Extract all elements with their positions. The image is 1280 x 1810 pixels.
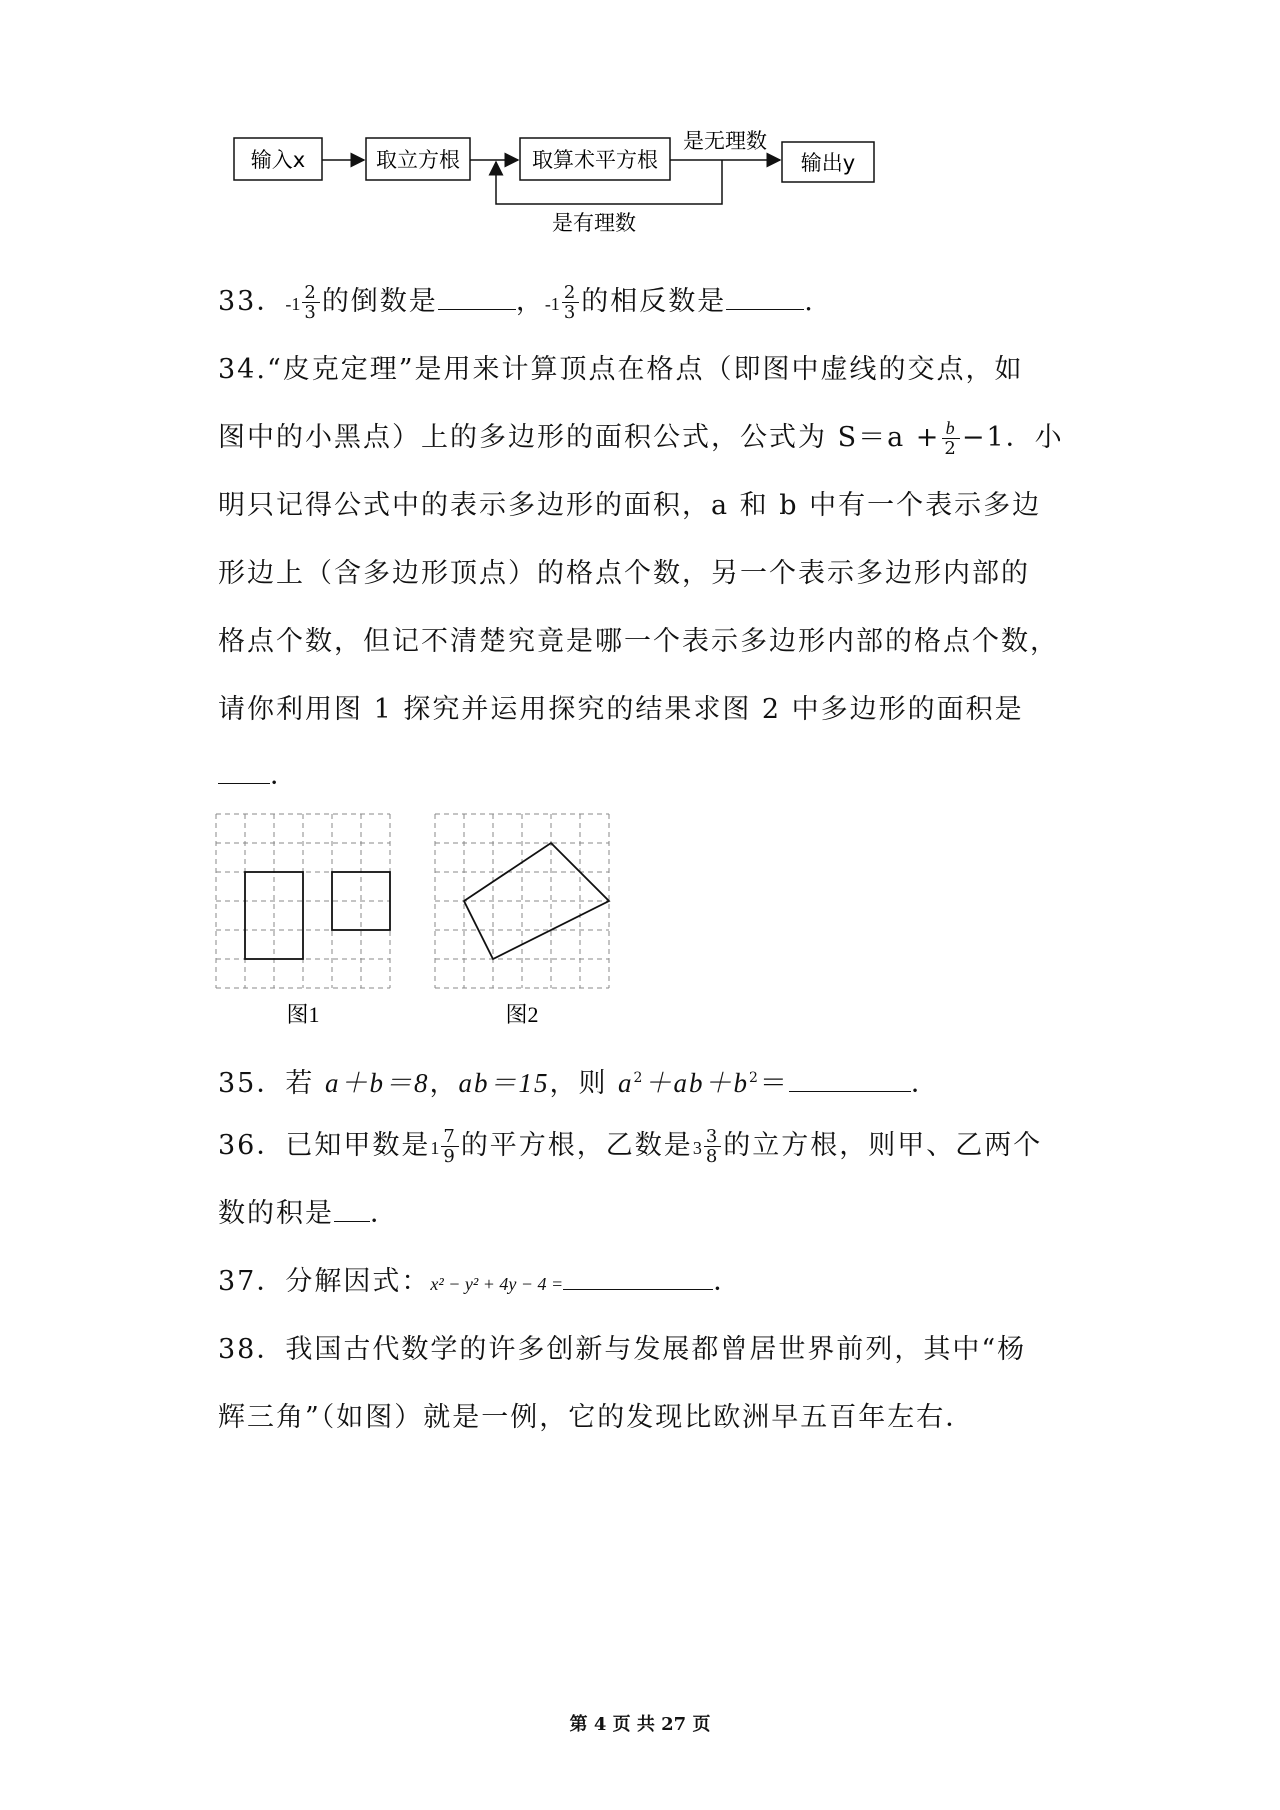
q33-text-reciprocal: 的倒数是 <box>321 286 438 317</box>
q33-end: . <box>804 286 815 317</box>
q33-blank-2[interactable] <box>726 283 804 310</box>
q36-line-2-text: 数的积是 <box>218 1198 334 1229</box>
question-36-line-2 <box>218 1194 399 1234</box>
q36-mixed1-fraction <box>441 1127 458 1166</box>
question-37 <box>218 1262 742 1304</box>
q33-fraction <box>302 283 319 322</box>
q36-mixed1-num: 7 <box>443 1126 457 1147</box>
q33-text-opposite: 的相反数是 <box>581 286 727 317</box>
q36-mixed2-den: 8 <box>705 1146 720 1167</box>
q36-mixed2-fraction <box>704 1127 721 1166</box>
cube-root-label: 取立方根 <box>376 148 460 172</box>
q34-line-6: 请你利用图 1 探究并运用探究的结果求图 2 中多边形的面积是 <box>218 694 1024 725</box>
rational-label: 是有理数 <box>552 211 636 235</box>
q34-answer-line <box>218 756 299 796</box>
q35-target-mid: ＋ab＋b <box>644 1068 749 1098</box>
figure-2-label: 图2 <box>505 1002 539 1027</box>
q35-expr-sum: a＋b＝8 <box>324 1068 430 1098</box>
q33-separator: ， <box>515 286 545 317</box>
q35-target-eq: ＝ <box>759 1068 789 1099</box>
q36-text-a: 36．已知甲数是 <box>218 1130 431 1161</box>
q35-text: ，则 <box>549 1068 608 1099</box>
q33-fraction-2 <box>562 283 579 322</box>
q37-blank[interactable] <box>563 1263 713 1290</box>
q35-sep: ， <box>429 1068 459 1099</box>
q33-frac-num: 2 <box>304 282 318 303</box>
output-box-label: 输出y <box>800 151 856 175</box>
q33-mixed-whole: -1 <box>285 294 301 314</box>
q33-number: 33 <box>218 286 257 317</box>
q34-line-4: 形边上（含多边形顶点）的格点个数，另一个表示多边形内部的 <box>218 558 1030 589</box>
q34-line-1: 34.“皮克定理”是用来计算顶点在格点（即图中虚线的交点，如 <box>218 354 1024 385</box>
q33-blank-1[interactable] <box>438 283 516 310</box>
question-33: 33．-1 $\frac{2}{3}$ 的倒数是 ，-1 $\frac{2}{3}$ 的相反数是 . <box>218 282 815 323</box>
q34-line-5: 格点个数，但记不清楚究竟是哪一个表示多边形内部的格点个数， <box>218 626 1059 657</box>
q35-target-a: a <box>618 1068 634 1098</box>
q34-formula-num: b <box>942 419 959 439</box>
q33-frac2-num: 2 <box>563 282 578 303</box>
q36-blank[interactable] <box>334 1195 370 1222</box>
figure-1-label: 图1 <box>286 1002 320 1027</box>
question-35: 35．若 a＋b＝8，ab＝15，则 $a^2+ab+b^2=$ ． <box>218 1058 940 1104</box>
question-36-line-1 <box>218 1126 1042 1168</box>
q34-blank[interactable] <box>218 757 270 784</box>
q34-end: ． <box>270 760 299 791</box>
q33-frac-den: 3 <box>304 302 318 323</box>
flowchart <box>228 120 888 240</box>
q36-text-b: 的平方根，乙数是 <box>460 1130 693 1161</box>
q34-formula-den: 2 <box>944 438 958 459</box>
question-38-line-2: 辉三角”（如图）就是一例，它的发现比欧洲早五百年左右． <box>218 1402 975 1433</box>
q35-number: 35．若 <box>218 1068 315 1099</box>
q36-mixed2-num: 3 <box>705 1126 720 1147</box>
q34-line-2-text: 图中的小黑点）上的多边形的面积公式，公式为 S＝a + <box>218 422 941 453</box>
irrational-label: 是无理数 <box>683 129 767 153</box>
page-footer: 第 4 页 共 27 页 <box>569 1714 711 1735</box>
q37-end: ． <box>713 1266 743 1297</box>
q37-expression: x² − y² + 4y − 4 = <box>430 1274 564 1294</box>
q33-mixed-whole-2: -1 <box>544 294 560 314</box>
q35-expr-product: ab＝15 <box>458 1068 550 1098</box>
q36-mixed1-whole: 1 <box>430 1138 440 1158</box>
q36-mixed1-den: 9 <box>443 1146 457 1167</box>
q35-blank[interactable] <box>789 1065 911 1092</box>
q33-frac2-den: 3 <box>563 302 578 323</box>
q35-end: ． <box>910 1068 940 1099</box>
question-38-line-1: 38．我国古代数学的许多创新与发展都曾居世界前列，其中“杨 <box>218 1334 1027 1365</box>
q36-text-c: 的立方根，则甲、乙两个 <box>723 1130 1043 1161</box>
q34-line-2 <box>218 418 1064 458</box>
q37-text: 37．分解因式： <box>218 1266 431 1297</box>
q34-line-3: 明只记得公式中的表示多边形的面积，a 和 b 中有一个表示多边 <box>218 490 1042 521</box>
q36-mixed2-whole: 3 <box>692 1138 702 1158</box>
q34-formula-tail: −1．小 <box>961 422 1064 453</box>
input-box-label: 输入x <box>250 148 306 172</box>
pick-figures <box>210 808 630 1038</box>
q34-formula-fraction <box>942 419 959 458</box>
sqrt-box-label: 取算术平方根 <box>532 148 658 172</box>
q36-end: ． <box>370 1198 399 1229</box>
figure-2-grid <box>435 814 609 988</box>
